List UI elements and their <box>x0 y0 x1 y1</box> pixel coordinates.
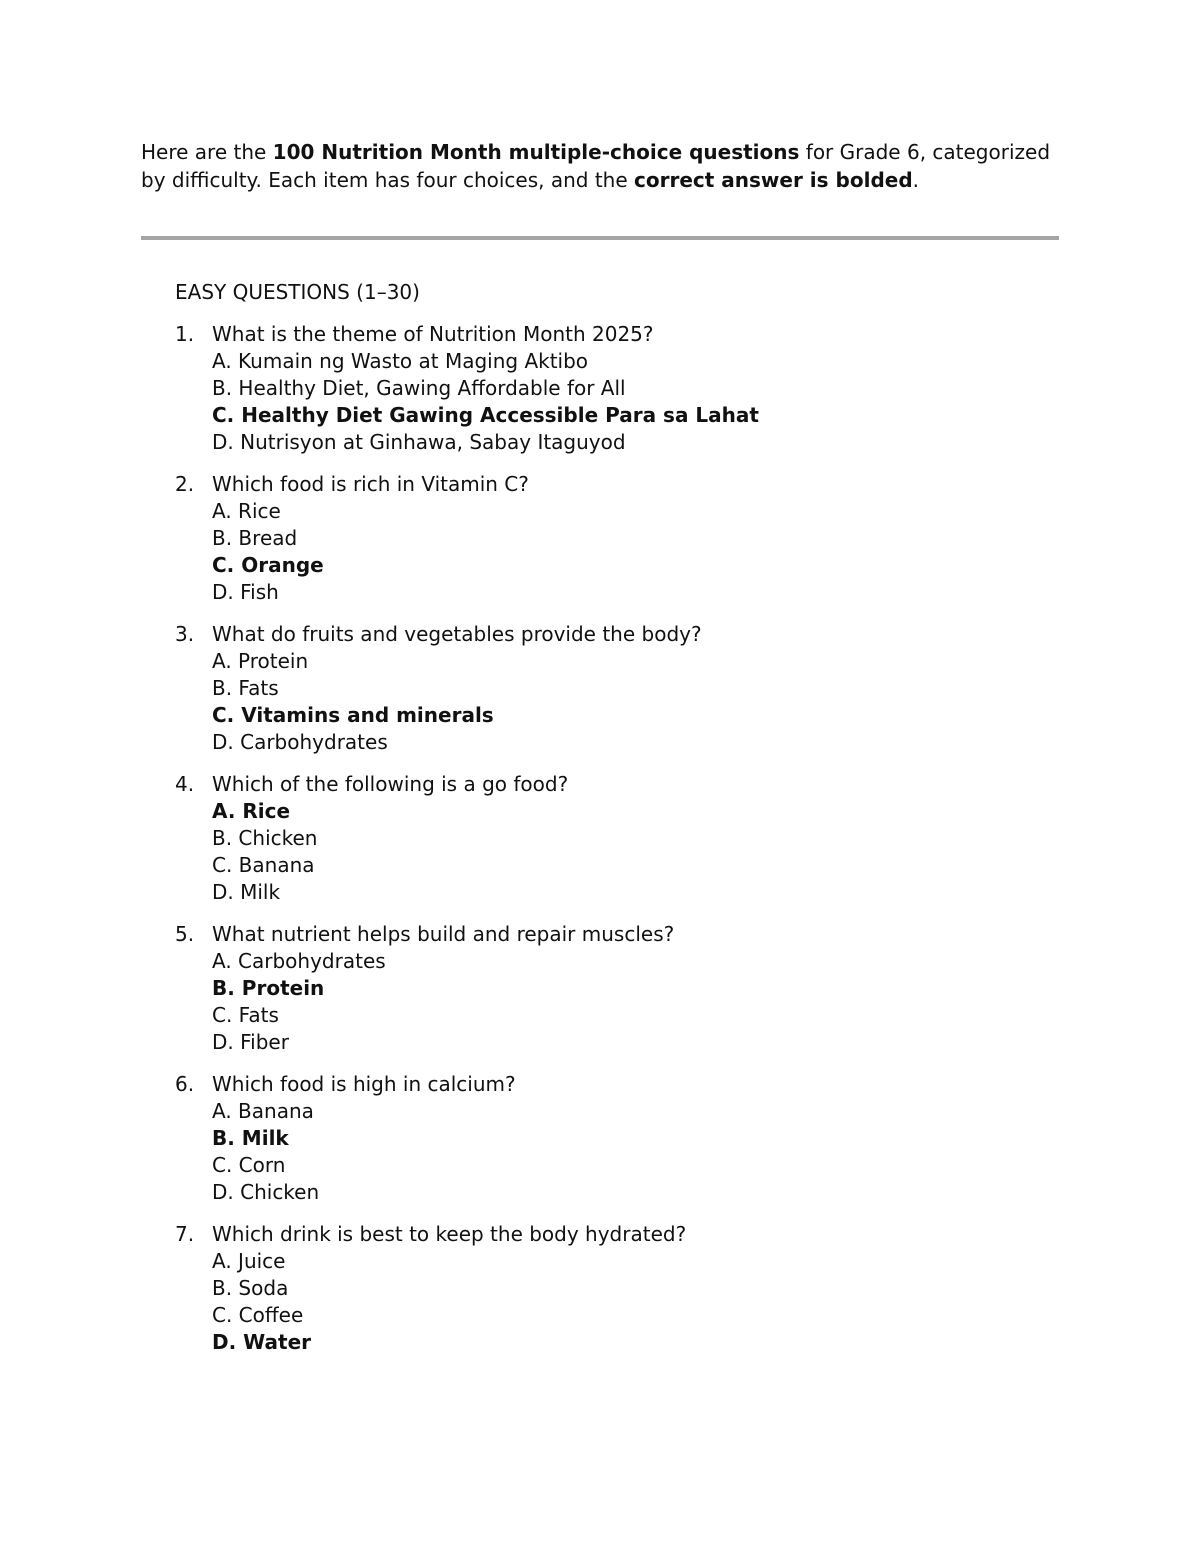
question-text: What nutrient helps build and repair muscles? <box>212 922 675 946</box>
choice: C. Corn <box>212 1153 286 1177</box>
question-number: 3. <box>175 622 195 646</box>
choice: A. Kumain ng Wasto at Maging Aktibo <box>212 349 589 373</box>
question-item <box>175 1071 1075 1206</box>
intro-bold-2: correct answer is bolded <box>634 168 913 192</box>
choice-correct: A. Rice <box>212 799 291 823</box>
choice: C. Fats <box>212 1003 279 1027</box>
question-list <box>175 321 1075 1371</box>
question-number: 4. <box>175 772 195 796</box>
choice: A. Carbohydrates <box>212 949 386 973</box>
question-text: Which of the following is a go food? <box>212 772 569 796</box>
choice-correct: C. Healthy Diet Gawing Accessible Para sa Lahat <box>212 403 759 427</box>
question-item <box>175 471 1075 606</box>
choice: B. Fats <box>212 676 279 700</box>
choice: D. Milk <box>212 880 281 904</box>
horizontal-divider <box>141 236 1059 240</box>
question-item <box>175 771 1075 906</box>
intro-text-2: for Grade 6, categorized by difficulty. Each item has four choices, and the <box>141 140 1051 192</box>
question-number: 7. <box>175 1222 195 1246</box>
intro-text-1: Here are the <box>141 140 273 164</box>
choice: D. Fiber <box>212 1030 289 1054</box>
choice-correct: C. Orange <box>212 553 324 577</box>
choice: C. Coffee <box>212 1303 304 1327</box>
choice: A. Protein <box>212 649 309 673</box>
choice-correct: D. Water <box>212 1330 311 1354</box>
question-item <box>175 1221 1075 1356</box>
choice: A. Banana <box>212 1099 314 1123</box>
question-item <box>175 621 1075 756</box>
choice: D. Nutrisyon at Ginhawa, Sabay Itaguyod <box>212 430 626 454</box>
choice-correct: B. Milk <box>212 1126 289 1150</box>
choice: C. Banana <box>212 853 315 877</box>
question-number: 5. <box>175 922 195 946</box>
question-item <box>175 321 1075 456</box>
choice: B. Healthy Diet, Gawing Affordable for All <box>212 376 626 400</box>
intro-bold-1: 100 Nutrition Month multiple-choice questions <box>272 140 800 164</box>
choice: B. Soda <box>212 1276 289 1300</box>
intro-paragraph <box>141 138 1071 194</box>
question-number: 6. <box>175 1072 195 1096</box>
choice: B. Bread <box>212 526 298 550</box>
intro-text-3: . <box>912 168 919 192</box>
question-text: Which drink is best to keep the body hydrated? <box>212 1222 687 1246</box>
choice-correct: B. Protein <box>212 976 325 1000</box>
question-number: 1. <box>175 322 195 346</box>
choice: D. Fish <box>212 580 279 604</box>
choice: A. Rice <box>212 499 281 523</box>
section-title: EASY QUESTIONS (1–30) <box>175 280 420 304</box>
choice: B. Chicken <box>212 826 318 850</box>
choice: A. Juice <box>212 1249 286 1273</box>
question-text: Which food is rich in Vitamin C? <box>212 472 529 496</box>
question-number: 2. <box>175 472 195 496</box>
choice-correct: C. Vitamins and minerals <box>212 703 494 727</box>
question-text: Which food is high in calcium? <box>212 1072 516 1096</box>
choice: D. Carbohydrates <box>212 730 388 754</box>
question-text: What is the theme of Nutrition Month 2025? <box>212 322 654 346</box>
question-text: What do fruits and vegetables provide the body? <box>212 622 702 646</box>
question-item <box>175 921 1075 1056</box>
choice: D. Chicken <box>212 1180 320 1204</box>
